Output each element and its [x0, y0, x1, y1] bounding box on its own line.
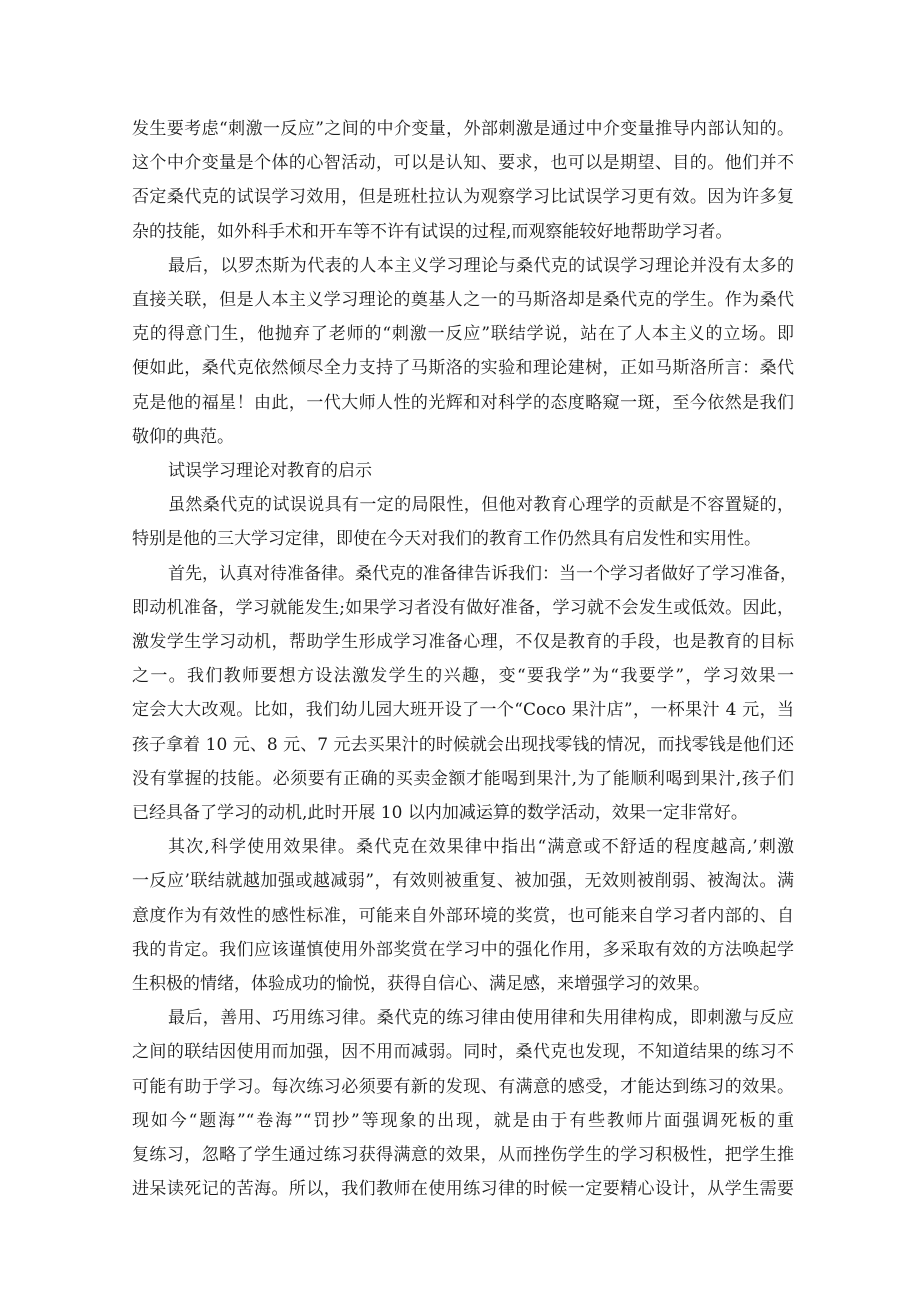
text-line: 首先，认真对待准备律。桑代克的准备律告诉我们：当一个学习者做好了学习准备，: [168, 563, 797, 584]
text-line: 激发学生学习动机，帮助学生形成学习准备心理，不仅是教育的手段，也是教育的目标: [132, 632, 794, 653]
text-line: 否定桑代克的试误学习效用，但是班杜拉认为观察学习比试误学习更有效。因为许多复: [132, 187, 794, 208]
text-line: 可能有助于学习。每次练习必须要有新的发现、有满意的感受，才能达到练习的效果。: [132, 1076, 794, 1097]
section-heading: [132, 454, 794, 488]
text-line: 发生要考虑“刺激一反应”之间的中介变量，外部刺激是通过中介变量推导内部认知的。: [132, 119, 794, 139]
paragraph-readiness: [132, 557, 797, 831]
text-line: 孩子拿着 10 元、8 元、7 元去买果汁的时候就会出现找零钱的情况，而找零钱是他们还: [132, 734, 794, 755]
paragraph-exercise: [132, 1001, 794, 1206]
text-line: 没有掌握的技能。必须要有正确的买卖金额才能喝到果汁,为了能顺利喝到果汁,孩子们: [132, 768, 794, 789]
text-line: 我的肯定。我们应该谨慎使用外部奖赏在学习中的强化作用，多采取有效的方法唤起学: [132, 939, 794, 960]
paragraph-effect: [132, 830, 794, 1001]
text-line: 生积极的情绪，体验成功的愉悦，获得自信心、满足感，来增强学习的效果。: [132, 974, 710, 995]
text-line: 已经具备了学习的动机,此时开展 10 以内加减运算的数学活动，效果一定非常好。: [132, 803, 748, 824]
text-line: 克是他的福星！由此，一代大师人性的光辉和对科学的态度略窥一斑，至今依然是我们: [132, 392, 794, 413]
text-line: 即动机准备，学习就能发生;如果学习者没有做好准备，学习就不会发生或低效。因此，: [132, 597, 794, 618]
text-line: 意度作为有效性的感性标准，可能来自外部环境的奖赏，也可能来自学习者内部的、自: [132, 905, 794, 926]
text-line: 敬仰的典范。: [132, 426, 234, 447]
text-line: 这个中介变量是个体的心智活动，可以是认知、要求，也可以是期望、目的。他们并不: [132, 153, 794, 174]
heading-text: 试误学习理论对教育的启示: [168, 461, 372, 482]
text-line: 直接关联，但是人本主义学习理论的奠基人之一的马斯洛却是桑代克的学生。作为桑代: [132, 290, 794, 311]
paragraph-continuation: [132, 112, 794, 249]
text-line: 定会大大改观。比如，我们幼儿园大班开设了一个“Coco 果汁店”，一杯果汁 4 元，当: [132, 700, 794, 721]
text-line: 最后，善用、巧用练习律。桑代克的练习律由使用律和失用律构成，即刺激与反应: [168, 1008, 794, 1029]
text-line: 进呆读死记的苦海。所以，我们教师在使用练习律的时候一定要精心设计，从学生需要: [132, 1179, 794, 1200]
text-line: 最后，以罗杰斯为代表的人本主义学习理论与桑代克的试误学习理论并没有太多的: [168, 255, 794, 276]
text-line: 克的得意门生，他抛弃了老师的“刺激一反应”联结学说，站在了人本主义的立场。即: [132, 324, 794, 345]
text-line: 便如此，桑代克依然倾尽全力支持了马斯洛的实验和理论建树，正如马斯洛所言：桑代: [132, 358, 794, 379]
text-line: 现如今“题海”“卷海”“罚抄”等现象的出现，就是由于有些教师片面强调死板的重: [132, 1110, 794, 1131]
paragraph-intro: [132, 488, 794, 556]
paragraph-humanism: [132, 249, 794, 454]
document-page: [132, 112, 797, 1207]
text-line: 其次,科学使用效果律。桑代克在效果律中指出“满意或不舒适的程度越高,’刺激: [168, 837, 794, 858]
text-line: 虽然桑代克的试误说具有一定的局限性，但他对教育心理学的贡献是不容置疑的，: [168, 495, 794, 516]
text-line: 之间的联结因使用而加强，因不用而减弱。同时，桑代克也发现，不知道结果的练习不: [132, 1042, 794, 1063]
text-line: 之一。我们教师要想方设法激发学生的兴趣，变“要我学”为“我要学”，学习效果一: [132, 666, 794, 687]
text-line: 一反应’联结就越加强或越减弱”，有效则被重复、被加强，无效则被削弱、被淘汰。满: [132, 871, 794, 892]
text-line: 杂的技能，如外科手术和开车等不许有试误的过程,而观察能较好地帮助学习者。: [132, 221, 733, 242]
text-line: 特别是他的三大学习定律，即使在今天对我们的教育工作仍然具有启发性和实用性。: [132, 529, 761, 550]
text-line: 复练习，忽略了学生通过练习获得满意的效果，从而挫伤学生的学习积极性，把学生推: [132, 1145, 794, 1166]
